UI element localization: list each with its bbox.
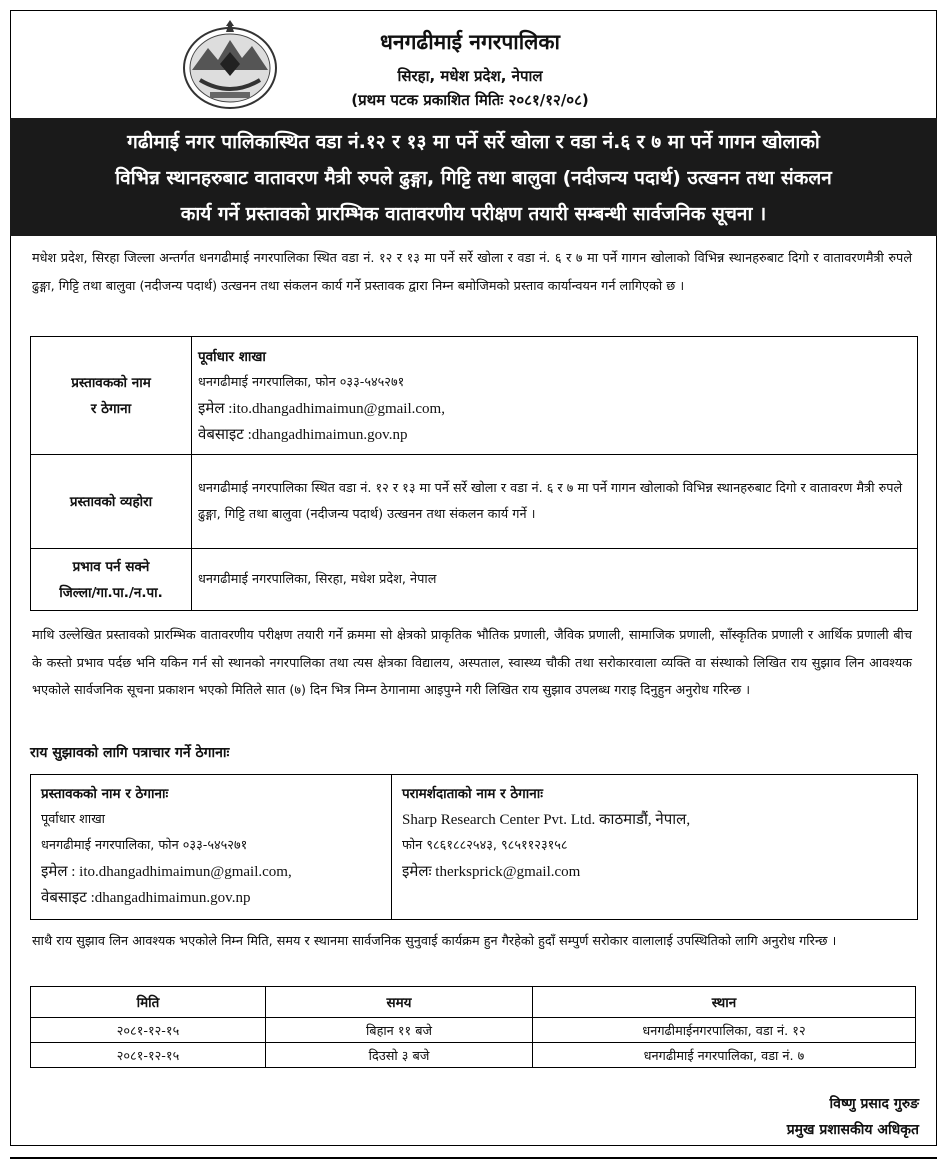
consultant-contact-cell: [392, 775, 918, 920]
proposer-dept: पूर्वाधार शाखा: [198, 348, 266, 365]
proposer-label-line: प्रस्तावकको नाम: [71, 374, 151, 391]
banner-line: गढीमाई नगर पालिकास्थित वडा नं.१२ र १३ मा पर्ने सर्रे खोला र वडा नं.६ र ७ मा पर्ने गागन खोलाको: [127, 131, 820, 153]
impact-area-label-line: जिल्ला/गा.पा./न.पा.: [59, 584, 163, 601]
proposer-contact-cell: [31, 775, 392, 920]
org-address: सिरहा, मधेश प्रदेश, नेपाल: [397, 67, 543, 85]
proposer-contact-title: प्रस्तावकको नाम र ठेगानाः: [41, 786, 169, 802]
bottom-rule: [10, 1157, 937, 1159]
publish-date: (प्रथम पटक प्रकाशित मितिः २०८१/१२/०८): [351, 91, 589, 109]
notice-title-banner: [10, 118, 937, 236]
col-header-date: मिति: [31, 987, 266, 1018]
proposer-phone: धनगढीमाई नगरपालिका, फोन ०३३-५४५२७१: [198, 374, 405, 390]
contact-table: [30, 774, 918, 920]
org-name: धनगढीमाई नगरपालिका: [380, 30, 560, 54]
banner-line: कार्य गर्ने प्रस्तावको प्रारम्भिक वातावरणीय परीक्षण तयारी सम्बन्धी सार्वजनिक सूचना ।: [180, 203, 767, 225]
contact-line: फोन ९८६१८८२५४३, ९८५११२३१५८: [402, 838, 568, 853]
proposer-value: [192, 337, 918, 455]
impact-area-label-line: प्रभाव पर्न सक्ने: [72, 558, 150, 575]
impact-area-value: धनगढीमाई नगरपालिका, सिरहा, मधेश प्रदेश, नेपाल: [192, 549, 918, 611]
proposer-label: [31, 337, 192, 455]
contact-line: इमेलः therksprick@gmail.com: [402, 864, 581, 880]
contact-heading: राय सुझावको लागि पत्राचार गर्ने ठेगानाः: [30, 745, 230, 761]
contact-line: Sharp Research Center Pvt. Ltd. काठमाडौं, नेपाल,: [402, 812, 691, 828]
cell-place: धनगढीमाईनगरपालिका, वडा नं. १२: [533, 1018, 916, 1043]
cell-date: २०८१-१२-१५: [31, 1018, 266, 1043]
contact-line: वेबसाइट :dhangadhimaimun.gov.np: [41, 890, 251, 906]
contact-line: पूर्वाधार शाखा: [41, 812, 105, 827]
cell-date: २०८१-१२-१५: [31, 1043, 266, 1068]
intro-paragraph: मधेश प्रदेश, सिरहा जिल्ला अन्तर्गत धनगढीमाई नगरपालिका स्थित वडा नं. १२ र १३ मा पर्ने सर्रे खोला र वडा नं. ६ र ७ मा पर्ने गागन खोलाको विभिन्न स्थानहरुबाट दिगो र वातावरणमैत्री रुपले ढुङ्गा, गिट्टि तथा बालुवा (नदीजन्य पदार्थ) उत्खनन तथा संकलन कार्य गर्ने प्रस्तावक द्वारा निम्न बमोजिमको प्रस्ताव कार्यान्वयन गर्न लागिएको छ ।: [32, 251, 912, 294]
cell-time: बिहान ११ बजे: [266, 1018, 533, 1043]
signatory-title: प्रमुख प्रशासकीय अधिकृत: [786, 1122, 919, 1138]
table-row: [31, 1018, 916, 1043]
proposer-email: इमेल :ito.dhangadhimaimun@gmail.com,: [198, 400, 445, 417]
col-header-place: स्थान: [533, 987, 916, 1018]
table-row: [31, 1043, 916, 1068]
proposal-table: [30, 336, 918, 611]
contact-line: धनगढीमाई नगरपालिका, फोन ०३३-५४५२७१: [41, 838, 248, 853]
banner-line: विभिन्न स्थानहरुबाट वातावरण मैत्री रुपले ढुङ्गा, गिट्टि तथा बालुवा (नदीजन्य पदार्थ) उत्खनन तथा संकलन: [115, 167, 832, 189]
proposer-website: वेबसाइट :dhangadhimaimun.gov.np: [198, 426, 408, 443]
consultant-contact-title: परामर्शदाताको नाम र ठेगानाः: [402, 786, 543, 802]
proposal-subject-value: धनगढीमाई नगरपालिका स्थित वडा नं. १२ र १३ मा पर्ने सर्रे खोला र वडा नं. ६ र ७ मा पर्ने गागन खोलाको विभिन्न स्थानहरुबाट दिगो र वातावरण मैत्री रुपले ढुङ्गा, गिट्टि तथा बालुवा (नदीजन्य पदार्थ) उत्खनन तथा संकलन कार्य गर्ने ।: [192, 455, 918, 549]
body-paragraph: माथि उल्लेखित प्रस्तावको प्रारम्भिक वातावरणीय परीक्षण तयारी गर्ने क्रममा सो क्षेत्रको प्राकृतिक भौतिक प्रणाली, जैविक प्रणाली, सामाजिक प्रणाली, साँस्कृतिक प्रणाली र आर्थिक प्रणाली बीच के कस्तो प्रभाव पर्दछ भनि यकिन गर्न सो स्थानको नगरपालिका तथा त्यस क्षेत्रका विद्यालय, अस्पताल, स्वास्थ्य चौकी तथा सरोकारवाला व्यक्ति वा संस्थाको लिखित राय सुझाव लिन आवश्यक भएकोले सार्वजनिक सूचना प्रकाशन भएको मितिले सात (७) दिन भित्र निम्न ठेगानामा आइपुग्ने गरी लिखित राय सुझाव उपलब्ध गराइ दिनुहुन अनुरोध गरिन्छ ।: [32, 628, 912, 698]
cell-place: धनगढीमाई नगरपालिका, वडा नं. ७: [533, 1043, 916, 1068]
col-header-time: समय: [266, 987, 533, 1018]
nepal-emblem-logo: [180, 18, 280, 112]
hearing-paragraph: साथै राय सुझाव लिन आवश्यक भएकोले निम्न मिति, समय र स्थानमा सार्वजनिक सुनुवाई कार्यक्रम हुन गैरहेको हुदाँ सम्पुर्ण सरोकार वालालाई उपस्थितिको लागि अनुरोध गरिन्छ ।: [32, 934, 837, 949]
cell-time: दिउसो ३ बजे: [266, 1043, 533, 1068]
contact-line: इमेल : ito.dhangadhimaimun@gmail.com,: [41, 864, 292, 880]
proposer-label-line: र ठेगाना: [90, 400, 132, 417]
signatory-name: विष्णु प्रसाद गुरुङ: [829, 1096, 919, 1112]
impact-area-label: [31, 549, 192, 611]
proposal-subject-label: प्रस्तावको व्यहोरा: [31, 455, 192, 549]
hearing-schedule-table: [30, 986, 916, 1068]
